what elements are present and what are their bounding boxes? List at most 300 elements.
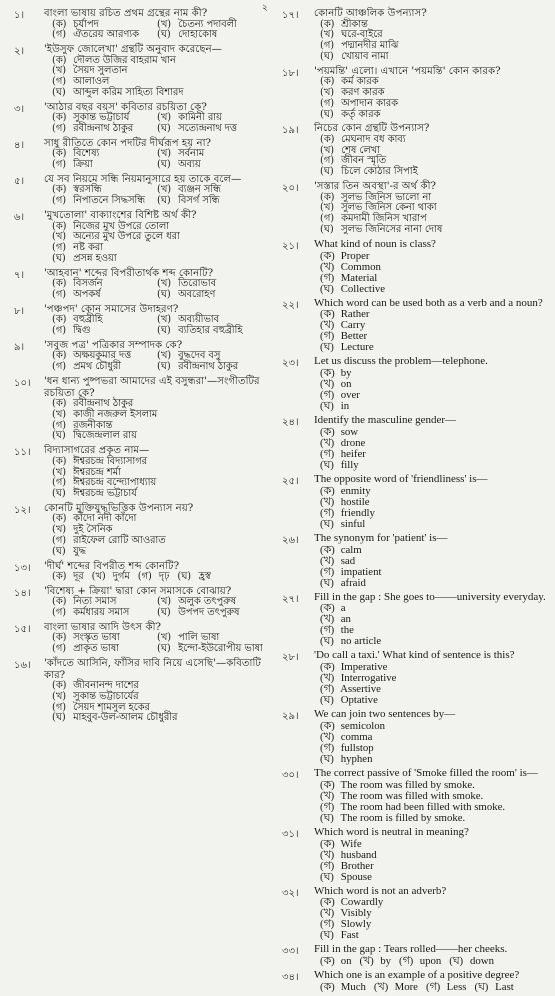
- option-text: The room had been filled with smoke.: [338, 800, 506, 813]
- option-label: (খ): [157, 184, 172, 196]
- options-list: [320, 603, 550, 647]
- option-label: (খ): [320, 848, 335, 861]
- option-item: [52, 196, 157, 207]
- option-item: [157, 160, 262, 171]
- option-label: (ঘ): [449, 955, 464, 968]
- options-list: [320, 956, 550, 967]
- option-item: [52, 279, 157, 290]
- option-label: (গ): [52, 419, 67, 431]
- option-text: প্রসন্ন হওয়া: [70, 252, 117, 264]
- question-number: ২১।: [282, 240, 299, 252]
- option-text: রাইফেল রোটি আওরাত: [70, 535, 166, 546]
- option-text: The room was filled by smoke.: [338, 778, 475, 791]
- option-item: [320, 342, 440, 353]
- question-item: [14, 561, 280, 583]
- option-item: [320, 813, 550, 824]
- option-item: [52, 30, 157, 41]
- option-label: (ঘ): [157, 361, 171, 373]
- option-text: কর্মধারয় সমাস: [70, 607, 130, 619]
- options-list: [320, 135, 550, 178]
- option-label: (খ): [320, 613, 335, 626]
- question-text: 'আহবান' শব্দের বিপরীতার্থক শব্দ কোনটি?: [44, 267, 214, 279]
- option-label: (গ): [52, 643, 67, 655]
- question-item: [14, 658, 280, 724]
- option-item: [320, 754, 440, 765]
- question-text: বাংলা ভাষার আদি উৎস কী?: [44, 621, 161, 633]
- option-label: (ক): [320, 602, 335, 615]
- option-label: (ঘ): [320, 870, 334, 883]
- option-item: [320, 225, 550, 236]
- option-text: Optative: [338, 694, 378, 707]
- question-number: ১০।: [14, 378, 31, 390]
- question-number: ৪।: [14, 139, 25, 151]
- option-text: Much: [338, 980, 366, 993]
- question-text: What kind of noun is class?: [314, 237, 436, 250]
- option-text: পদ্মানদীর মাঝি: [338, 40, 399, 52]
- option-text: fullstop: [338, 741, 374, 754]
- option-text: দুই সৈনিক: [70, 524, 113, 536]
- option-label: (গ): [320, 330, 335, 343]
- option-text: hostile: [338, 495, 370, 508]
- option-item: [52, 149, 157, 160]
- option-label: (গ): [320, 683, 335, 696]
- option-label: (গ): [320, 506, 335, 519]
- option-label: (ক): [52, 596, 67, 608]
- question-number: ৩১।: [282, 828, 299, 840]
- option-label: (ক): [320, 837, 335, 850]
- question-text: 'কাঁদতে আসিনি, ফাঁসির দাবি নিয়ে এসেছি'—কবিতাটি কার?: [44, 658, 261, 681]
- option-text: দ্বিজেন্দ্রলাল রায়: [70, 430, 137, 442]
- option-label: (ঘ): [177, 571, 192, 583]
- option-text: বুদ্ধদেব বসু: [175, 350, 221, 362]
- option-label: (ঘ): [320, 752, 334, 765]
- option-label: (ঘ): [157, 607, 171, 619]
- option-text: Better: [338, 330, 368, 343]
- option-item: [157, 196, 262, 207]
- option-label: (গ): [52, 289, 67, 301]
- option-label: (ক): [320, 719, 335, 732]
- option-label: (ক): [320, 661, 335, 674]
- question-text: বাংলা ভাষায় রচিত প্রথম গ্রন্থের নাম কী?: [44, 8, 208, 19]
- option-label: (খ): [320, 378, 335, 391]
- option-label: (ক): [320, 367, 335, 380]
- option-label: (ঘ): [157, 123, 171, 135]
- option-label: (খ): [157, 314, 172, 326]
- question-item: [282, 474, 550, 530]
- option-label: (খ): [320, 144, 335, 156]
- option-item: [157, 608, 262, 619]
- option-label: (খ): [157, 148, 172, 160]
- option-label: (গ): [52, 159, 67, 171]
- question-number: ৩।: [14, 103, 25, 115]
- option-label: (ঘ): [157, 643, 171, 655]
- option-item: [157, 644, 262, 655]
- options-list: [52, 633, 280, 655]
- option-label: (খ): [157, 112, 172, 124]
- question-number: ১৫।: [14, 623, 31, 635]
- option-label: (খ): [320, 319, 335, 332]
- option-label: (গ): [52, 242, 67, 254]
- option-text: Collective: [338, 282, 386, 295]
- option-item: [320, 956, 352, 967]
- option-label: (খ): [320, 86, 335, 98]
- option-text: drone: [338, 436, 366, 449]
- option-item: [52, 608, 157, 619]
- page-number: ২: [262, 3, 268, 13]
- question-item: [14, 622, 280, 655]
- question-number: ৩২।: [282, 887, 299, 899]
- question-number: ৬।: [14, 212, 25, 224]
- question-number: ২৮।: [282, 652, 299, 664]
- question-text: 'আঠার বছর বয়স' কবিতার রচয়িতা কে?: [44, 101, 207, 113]
- option-text: কমদামী জিনিস খারাপ: [338, 213, 427, 225]
- option-text: কামিনী রায়: [175, 112, 222, 124]
- option-label: (ঘ): [52, 545, 66, 557]
- option-label: (গ): [320, 859, 335, 872]
- option-label: (ঘ): [52, 430, 66, 442]
- option-text: সুলভ জিনিসের নানা দোষ: [338, 223, 443, 235]
- question-item: [282, 181, 550, 236]
- option-label: (খ): [359, 955, 374, 968]
- options-list: [52, 457, 280, 500]
- options-list: [320, 20, 550, 63]
- options-list: [320, 309, 550, 353]
- options-list: [320, 486, 550, 530]
- question-number: ২০।: [282, 183, 299, 195]
- option-text: Common: [338, 260, 381, 273]
- option-label: (খ): [91, 571, 106, 583]
- option-label: (ক): [320, 133, 335, 145]
- question-item: [14, 503, 280, 558]
- question-text: 'বিশেষ্য + ক্রিয়া' দ্বারা কোন সমাসকে বোঝায়?: [44, 585, 232, 597]
- option-text: সুলভ জিনিস ভালো না: [338, 191, 432, 203]
- option-label: (ঘ): [320, 341, 334, 354]
- question-text: 'Do call a taxi.' What kind of sentence is this?: [314, 649, 515, 662]
- option-text: নিজের মুখ উপরে তোলা: [70, 220, 169, 232]
- options-list: [320, 662, 550, 706]
- question-text: 'দীর্ঘ' শব্দের বিপরীত শব্দ কোনটি?: [44, 560, 180, 572]
- option-text: সংস্কৃত ভাষা: [70, 632, 120, 644]
- option-text: ঈশ্বরচন্দ্র ভট্টাচার্য: [70, 488, 137, 500]
- option-text: Cowardly: [338, 896, 384, 909]
- option-text: দূর: [70, 571, 84, 583]
- option-label: (গ): [137, 571, 152, 583]
- question-number: ১২।: [14, 504, 31, 516]
- option-label: (ঘ): [320, 517, 334, 530]
- option-label: (খ): [320, 495, 335, 508]
- option-text: রবীন্দ্রনাথ ঠাকুর: [70, 123, 134, 135]
- question-number: ২২।: [282, 299, 299, 311]
- options-list: [320, 780, 550, 824]
- option-text: বিশেষ্য: [70, 148, 100, 160]
- options-list: [320, 193, 550, 236]
- question-item: [282, 533, 550, 589]
- option-item: [52, 431, 280, 442]
- option-label: (গ): [52, 29, 67, 41]
- option-text: Visibly: [338, 907, 372, 920]
- option-label: (ঘ): [52, 86, 66, 98]
- option-text: calm: [338, 543, 362, 556]
- options-list: [52, 20, 280, 42]
- question-number: ১৮।: [282, 67, 299, 79]
- option-label: (খ): [157, 18, 172, 30]
- options-list: [320, 721, 550, 765]
- option-item: [52, 489, 280, 500]
- option-label: (গ): [52, 361, 67, 373]
- option-text: প্রমথ চৌধুরী: [70, 361, 122, 373]
- options-list: [320, 545, 550, 589]
- option-label: (গ): [320, 800, 335, 813]
- option-label: (ক): [52, 148, 67, 160]
- question-text: The opposite word of 'friendliness' is—: [314, 472, 488, 485]
- question-item: [14, 445, 280, 500]
- option-text: no article: [338, 635, 382, 648]
- question-text: 'ইউসুফ জোলেখা' গ্রন্থটি অনুবাদ করেছেন—: [44, 44, 222, 56]
- option-label: (খ): [52, 690, 67, 702]
- option-text: sow: [338, 425, 359, 438]
- option-text: Assertive: [338, 683, 381, 696]
- option-label: (খ): [320, 672, 335, 685]
- option-item: [320, 284, 440, 295]
- options-list: [52, 113, 280, 135]
- option-item: [157, 326, 262, 337]
- option-label: (ঘ): [474, 980, 489, 993]
- option-label: (ক): [52, 350, 67, 362]
- question-text: 'মুখতোলা' বাক্যাংশের বিশিষ্ট অর্থ কী?: [44, 210, 197, 222]
- right-column: [282, 8, 550, 996]
- option-label: (খ): [320, 436, 335, 449]
- option-item: [52, 547, 280, 558]
- options-list: [52, 56, 280, 99]
- option-text: Lecture: [338, 341, 374, 354]
- option-text: Slowly: [338, 918, 372, 931]
- question-text: বিদ্যাসাগরের প্রকৃত নাম—: [44, 445, 150, 457]
- option-item: [320, 460, 440, 471]
- option-text: রবীন্দ্রনাথ ঠাকুর: [175, 361, 239, 373]
- option-label: (ঘ): [157, 195, 171, 207]
- question-item: [282, 298, 550, 354]
- option-label: (ঘ): [320, 694, 334, 707]
- question-text: 'সস্তার তিন অবস্থা'-র অর্থ কী?: [314, 181, 436, 193]
- question-number: ১৯।: [282, 125, 299, 137]
- option-label: (ক): [320, 778, 335, 791]
- option-label: (খ): [320, 260, 335, 273]
- options-list: [52, 681, 280, 724]
- option-text: enmity: [338, 484, 371, 497]
- option-item: [320, 982, 366, 993]
- option-item: [52, 88, 280, 99]
- option-text: অবরোহণ: [175, 289, 216, 301]
- question-text: সাধু রীতিতে কোন পদটির দীর্ঘরূপ হয় না?: [44, 137, 212, 149]
- option-item: [320, 519, 440, 530]
- options-list: [52, 572, 280, 583]
- options-list: [52, 185, 280, 207]
- option-text: দৃঢ়: [155, 571, 170, 583]
- option-text: Less: [443, 980, 467, 993]
- option-item: [52, 536, 280, 547]
- option-label: (গ): [320, 389, 335, 402]
- option-text: comma: [338, 730, 373, 743]
- option-text: down: [467, 955, 494, 968]
- option-text: আব্দুল করিম সাহিত্য বিশারদ: [70, 86, 184, 98]
- option-text: ইন্দো-ইউরোপীয় ভাষা: [175, 643, 263, 655]
- option-text: অপকর্ষ: [70, 289, 101, 301]
- question-text: 'পয়মন্তি' এলো। এখানে 'পয়মন্তি' কোন কারক?: [314, 65, 501, 77]
- option-label: (ক): [320, 484, 335, 497]
- question-number: ৩৩।: [282, 946, 299, 958]
- option-label: (খ): [320, 789, 335, 802]
- options-list: [52, 514, 280, 557]
- option-text: Interrogative: [338, 672, 397, 685]
- question-item: [14, 138, 280, 171]
- option-text: দোহাকোষ: [175, 29, 218, 41]
- option-text: on: [338, 378, 352, 391]
- option-item: [138, 572, 170, 583]
- option-label: (ঘ): [320, 811, 334, 824]
- question-text: Which word is not an adverb?: [314, 884, 447, 897]
- option-text: ঈশ্বরচন্দ্র বিদ্যাসাগর: [70, 455, 148, 467]
- option-item: [52, 326, 157, 337]
- options-list: [320, 897, 550, 941]
- options-list: [52, 149, 280, 171]
- option-label: (ক): [52, 54, 67, 66]
- option-text: sad: [338, 554, 356, 567]
- option-text: নিত্য সমাস: [70, 596, 117, 608]
- option-label: (খ): [320, 29, 335, 41]
- question-number: ৮।: [14, 305, 25, 317]
- question-item: [14, 44, 280, 99]
- option-label: (গ): [320, 97, 335, 109]
- option-item: [157, 30, 262, 41]
- option-text: সর্বনাম: [175, 148, 205, 160]
- option-text: শ্রীকান্ত: [338, 18, 368, 30]
- option-text: খোয়াব নামা: [338, 50, 389, 62]
- options-list: [320, 251, 550, 295]
- option-text: কর্ম কারক: [338, 76, 379, 88]
- option-label: (গ): [320, 155, 335, 167]
- option-item: [320, 578, 440, 589]
- option-label: (খ): [320, 907, 335, 920]
- option-label: (ঘ): [157, 289, 171, 301]
- option-label: (খ): [320, 202, 335, 214]
- option-text: মেঘনাদ বধ কাব্য: [338, 133, 406, 145]
- option-text: in: [338, 400, 350, 413]
- option-text: আলাওল: [70, 76, 110, 88]
- option-item: [320, 52, 440, 63]
- option-label: (ক): [52, 314, 67, 326]
- option-text: নষ্ট করা: [70, 242, 104, 254]
- option-label: (ঘ): [320, 635, 334, 648]
- question-item: [14, 174, 280, 207]
- option-label: (ক): [320, 955, 335, 968]
- option-text: সুলভ জিনিস কেনা থাকা: [338, 202, 437, 214]
- option-label: (খ): [320, 554, 335, 567]
- option-text: বহুব্রীহি: [70, 314, 103, 326]
- option-text: কর্তৃ কারক: [338, 108, 381, 120]
- question-item: [282, 827, 550, 883]
- option-label: (ক): [320, 18, 335, 30]
- question-item: [14, 268, 280, 301]
- option-item: [92, 572, 130, 583]
- question-number: ১৬।: [14, 660, 31, 672]
- option-item: [360, 956, 392, 967]
- option-text: অক্ষয়কুমার দত্ত: [70, 350, 132, 362]
- option-text: impatient: [338, 565, 382, 578]
- option-text: উপপদ তৎপুরুষ: [175, 607, 240, 619]
- option-text: রজনীকান্ত: [70, 419, 113, 431]
- option-text: afraid: [338, 576, 366, 589]
- option-text: সত্যেন্দ্রনাথ দত্ত: [175, 123, 237, 135]
- option-text: Last: [492, 980, 514, 993]
- option-text: Material: [338, 271, 378, 284]
- question-text: 'ধন ধান্য পুষ্পভরা আমাদের এই বসুন্ধরা'—সংগীতটির রচয়িতা কে?: [44, 376, 260, 399]
- question-number: ২৫।: [282, 475, 299, 487]
- option-label: (ঘ): [52, 712, 66, 724]
- question-number: ২৯।: [282, 711, 299, 723]
- option-text: রবীন্দ্রনাথ ঠাকুর: [70, 398, 134, 410]
- option-text: দুর্গম: [109, 571, 130, 583]
- option-label: (ঘ): [320, 108, 334, 120]
- question-text: Which word is neutral in meaning?: [314, 825, 469, 838]
- option-item: [52, 124, 157, 135]
- option-text: চৈতন্য পদাবলী: [175, 18, 237, 30]
- option-item: [399, 956, 441, 967]
- option-label: (গ): [52, 123, 67, 135]
- option-label: (ক): [52, 112, 67, 124]
- option-text: বিসর্জন: [70, 278, 103, 290]
- option-text: husband: [338, 848, 377, 861]
- option-text: মাহবুব-উল-আলম চৌধুরীর: [70, 712, 178, 724]
- question-number: ৭।: [14, 269, 25, 281]
- option-label: (ক): [52, 184, 67, 196]
- option-label: (ঘ): [320, 400, 334, 413]
- option-text: দ্বিগু: [70, 325, 91, 337]
- option-label: (ক): [320, 249, 335, 262]
- option-label: (গ): [320, 741, 335, 754]
- option-text: কাজী নজরুল ইসলাম: [70, 408, 158, 420]
- question-item: [14, 340, 280, 373]
- option-text: ঘরে-বাইরে: [338, 29, 383, 41]
- option-label: (খ): [157, 596, 172, 608]
- option-label: (গ): [320, 918, 335, 931]
- option-text: The room was filled with smoke.: [338, 789, 484, 802]
- option-text: an: [338, 613, 351, 626]
- option-item: [157, 362, 262, 373]
- question-item: [282, 356, 550, 412]
- question-text: We can join two sentences by—: [314, 708, 456, 721]
- option-text: চিলে কোঠার সিপাই: [338, 166, 418, 178]
- option-label: (ক): [320, 896, 335, 909]
- option-text: hyphen: [338, 752, 373, 765]
- option-label: (ক): [52, 571, 67, 583]
- question-number: ১৩।: [14, 562, 31, 574]
- option-label: (গ): [52, 325, 67, 337]
- question-item: [282, 66, 550, 121]
- option-label: (গ): [52, 195, 67, 207]
- option-text: প্রাকৃত ভাষা: [70, 643, 119, 655]
- options-list: [52, 222, 280, 265]
- option-item: [320, 872, 440, 883]
- option-text: Fast: [338, 929, 359, 942]
- option-text: by: [377, 955, 391, 968]
- option-label: (ক): [320, 425, 335, 438]
- option-text: friendly: [338, 506, 375, 519]
- question-item: [282, 8, 550, 63]
- option-item: [320, 110, 440, 121]
- question-text: The correct passive of 'Smoke filled the room' is—: [314, 766, 538, 779]
- question-number: ৫।: [14, 175, 25, 187]
- option-text: নিপাতনে সিদ্ধসন্ধি: [70, 195, 145, 207]
